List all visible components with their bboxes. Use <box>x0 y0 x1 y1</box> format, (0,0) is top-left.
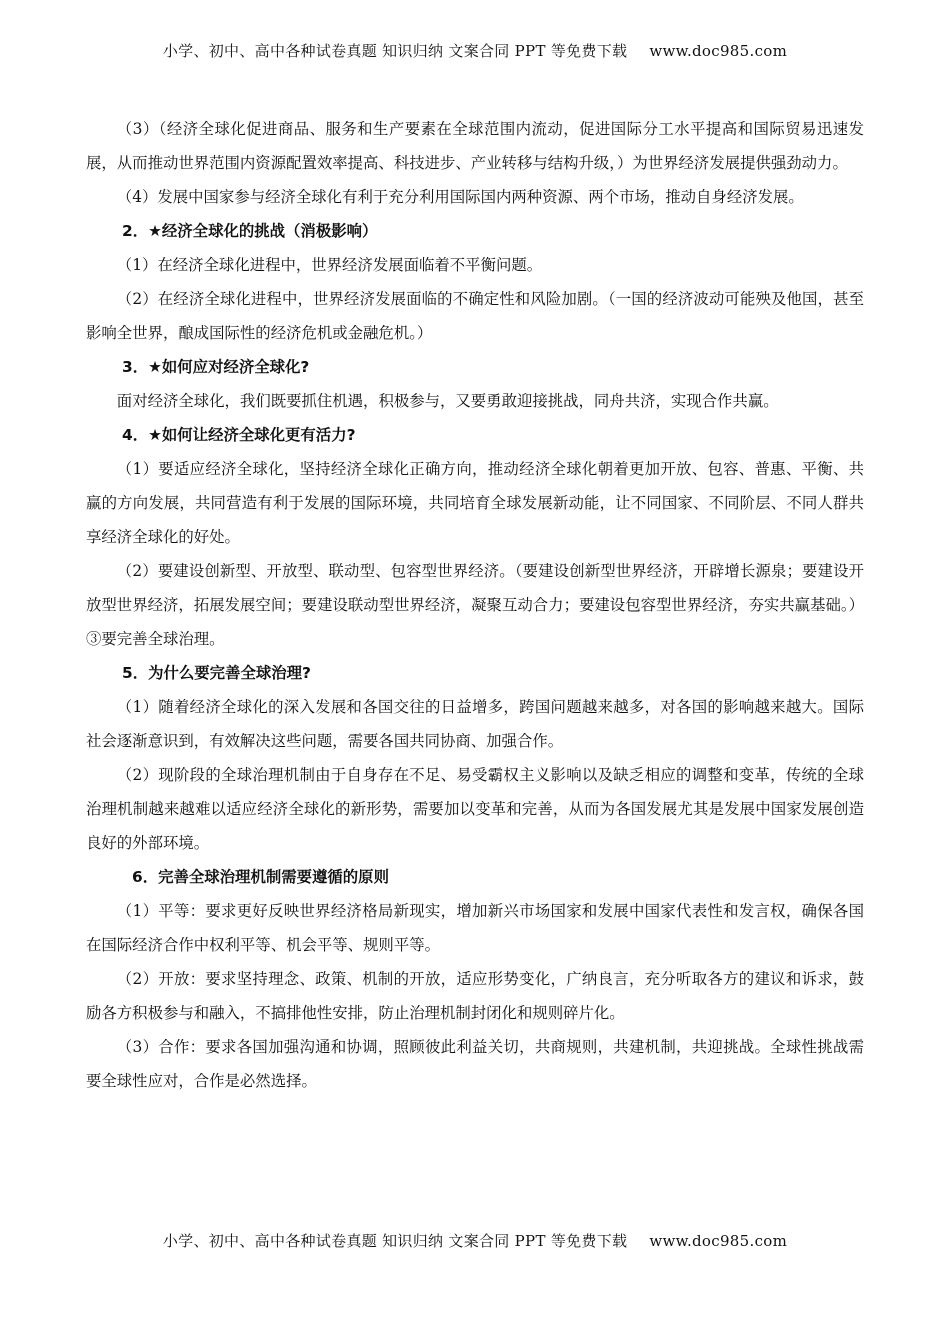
header-text: 小学、初中、高中各种试卷真题 知识归纳 文案合同 PPT 等免费下载 <box>162 42 628 60</box>
page-footer <box>0 1230 950 1251</box>
paragraph-4-2: （2）要建设创新型、开放型、联动型、包容型世界经济。（要建设创新型世界经济，开辟增长源泉；要建设开放型世界经济，拓展发展空间；要建设联动型世界经济，凝聚互动合力；要建设包容型世界经济，夯实共赢基础。）③要完善全球治理。 <box>86 562 864 648</box>
heading-6: 6．完善全球治理机制需要遵循的原则 <box>132 868 389 886</box>
page-header <box>0 40 950 61</box>
heading-2: 2．★经济全球化的挑战（消极影响） <box>122 222 378 240</box>
heading-4: 4．★如何让经济全球化更有活力? <box>122 426 356 444</box>
document-body <box>86 112 864 1098</box>
paragraph-2-2: （2）在经济全球化进程中，世界经济发展面临的不确定性和风险加剧。（一国的经济波动可能殃及他国，甚至影响全世界，酿成国际性的经济危机或金融危机。） <box>86 290 864 342</box>
paragraph-6-2: （2）开放：要求坚持理念、政策、机制的开放，适应形势变化，广纳良言，充分听取各方的建议和诉求，鼓励各方积极参与和融入，不搞排他性安排，防止治理机制封闭化和规则碎片化。 <box>86 970 864 1022</box>
paragraph-6-3: （3）合作：要求各国加强沟通和协调，照顾彼此利益关切，共商规则，共建机制，共迎挑战。全球性挑战需要全球性应对，合作是必然选择。 <box>86 1038 864 1090</box>
paragraph-2-1: （1）在经济全球化进程中，世界经济发展面临着不平衡问题。 <box>116 256 543 274</box>
header-url[interactable]: www.doc985.com <box>649 42 788 60</box>
paragraph-1-4: （4）发展中国家参与经济全球化有利于充分利用国际国内两种资源、两个市场，推动自身经济发展。 <box>116 188 804 206</box>
paragraph-5-2: （2）现阶段的全球治理机制由于自身存在不足、易受霸权主义影响以及缺乏相应的调整和变革，传统的全球治理机制越来越难以适应经济全球化的新形势，需要加以变革和完善，从而为各国发展尤其是发展中国家发展创造良好的外部环境。 <box>86 766 864 852</box>
heading-5: 5．为什么要完善全球治理? <box>122 664 311 682</box>
paragraph-4-1: （1）要适应经济全球化，坚持经济全球化正确方向，推动经济全球化朝着更加开放、包容、普惠、平衡、共赢的方向发展，共同营造有利于发展的国际环境，共同培育全球发展新动能，让不同国家、不同阶层、不同人群共享经济全球化的好处。 <box>86 460 864 546</box>
footer-url[interactable]: www.doc985.com <box>649 1232 788 1250</box>
heading-3: 3．★如何应对经济全球化? <box>122 358 310 376</box>
paragraph-1-3: （3）（经济全球化促进商品、服务和生产要素在全球范围内流动，促进国际分工水平提高和国际贸易迅速发展，从而推动世界范围内资源配置效率提高、科技进步、产业转移与结构升级，）为世界经济发展提供强劲动力。 <box>86 120 864 172</box>
paragraph-5-1: （1）随着经济全球化的深入发展和各国交往的日益增多，跨国问题越来越多，对各国的影响越来越大。国际社会逐渐意识到，有效解决这些问题，需要各国共同协商、加强合作。 <box>86 698 864 750</box>
paragraph-3-1: 面对经济全球化，我们既要抓住机遇，积极参与，又要勇敢迎接挑战，同舟共济，实现合作共赢。 <box>116 392 779 410</box>
paragraph-6-1: （1）平等：要求更好反映世界经济格局新现实，增加新兴市场国家和发展中国家代表性和发言权，确保各国在国际经济合作中权利平等、机会平等、规则平等。 <box>86 902 864 954</box>
footer-text: 小学、初中、高中各种试卷真题 知识归纳 文案合同 PPT 等免费下载 <box>162 1232 628 1250</box>
